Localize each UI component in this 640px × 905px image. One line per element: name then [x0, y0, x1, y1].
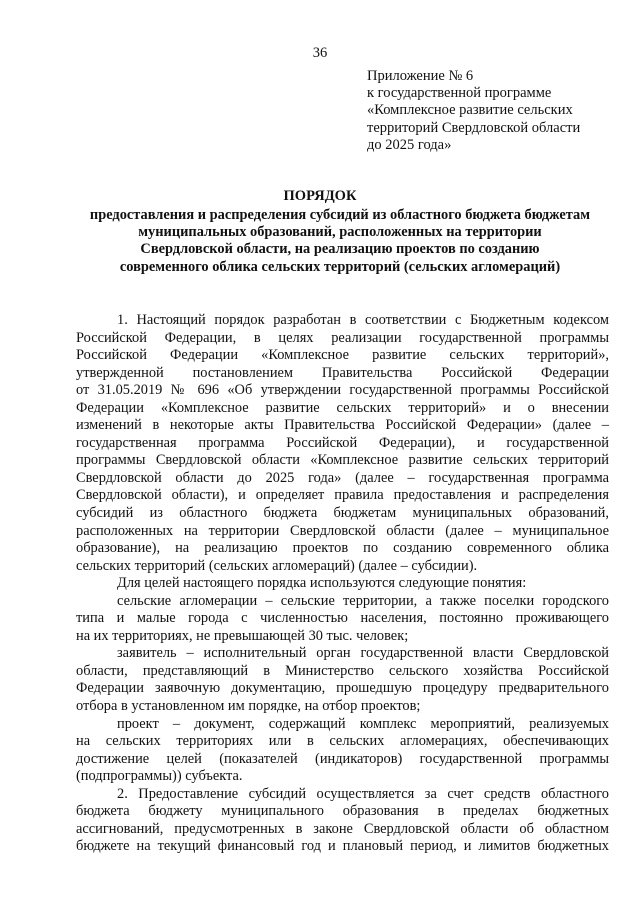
text-line: программы Свердловской области «Комплексное развитие сельских территорий [76, 452, 609, 469]
paragraph-5 [76, 716, 609, 786]
text-line: утвержденной постановлением Правительства Российской Федерации [76, 364, 609, 381]
text-line: государственная программа Российской Федерации), и государственной [76, 434, 609, 451]
text-line: сельских территорий (сельских агломераций) (далее – субсидии). [76, 557, 478, 574]
text-line: на их территориях, не превышающей 30 тыс. человек; [76, 627, 409, 644]
text-line: Российской Федерации, в целях реализации государственной программы [76, 329, 609, 346]
document-subtitle [60, 207, 620, 276]
paragraph-6 [76, 786, 609, 856]
text-line: проект – документ, содержащий комплекс мероприятий, реализуемых [117, 715, 609, 732]
subtitle-line: Свердловской области, на реализацию проектов по созданию [140, 241, 540, 258]
text-line: заявитель – исполнительный орган государственной власти Свердловской [117, 645, 609, 662]
text-line: 1. Настоящий порядок разработан в соответствии с Бюджетным кодексом [117, 312, 609, 328]
text-line: образование), на реализацию проектов по созданию современного облика [76, 540, 609, 557]
appendix-line: до 2025 года» [367, 136, 452, 153]
document-title: ПОРЯДОК [283, 188, 357, 204]
subtitle-line: муниципальных образований, расположенных на территории [138, 224, 542, 241]
text-line: Для целей настоящего порядка используются следующие понятия: [117, 575, 527, 592]
text-line: Федерации заявочную документацию, прошедшую процедуру предварительного [76, 680, 609, 697]
subtitle-line: предоставления и распределения субсидий из областного бюджета бюджетам [89, 207, 591, 223]
subtitle-line: современного облика сельских территорий (сельских агломераций) [119, 258, 561, 275]
text-line: достижение целей (показателей (индикаторов) государственной программы [76, 750, 609, 767]
text-line: расположенных на территории Свердловской области (далее – муниципальное [76, 522, 609, 539]
text-line: субсидий из областного бюджета бюджетам муниципальных образований, [76, 505, 609, 522]
paragraph-4 [76, 645, 609, 715]
text-line: Свердловской области), и определяет правила предоставления и распределения [76, 487, 609, 504]
appendix-line: к государственной программе [367, 85, 552, 102]
text-line: бюджете на текущий финансовый год и плановый период, и лимитов бюджетных [76, 838, 609, 855]
appendix-line: территорий Свердловской области [367, 119, 581, 136]
text-line: типа и малые города с численностью населения, постоянно проживающего [76, 610, 609, 627]
text-line: ассигнований, предусмотренных в законе Свердловской области об областном [76, 820, 609, 837]
paragraph-1 [76, 312, 609, 575]
appendix-reference [367, 68, 617, 154]
text-line: Федерации «Комплексное развитие сельских территорий» и о внесении [76, 399, 609, 416]
paragraph-3 [76, 593, 609, 646]
text-line: от 31.05.2019 № 696 «Об утверждении государственной программы Российской [76, 382, 609, 399]
text-line: Российской Федерации «Комплексное развитие сельских территорий», [76, 347, 609, 364]
appendix-line: Приложение № 6 [367, 68, 474, 84]
text-line: (подпрограммы)) субъекта. [76, 768, 243, 785]
text-line: сельские агломерации – сельские территории, а также поселки городского [117, 592, 609, 609]
page-number: 36 [312, 45, 328, 61]
text-line: области, представляющий в Министерство сельского хозяйства Российской [76, 662, 609, 679]
text-line: отбора в установленном им порядке, на отбор проектов; [76, 698, 421, 715]
text-line: бюджета бюджету муниципального образования в пределах бюджетных [76, 803, 609, 820]
paragraph-2 [76, 575, 609, 593]
text-line: 2. Предоставление субсидий осуществляется за счет средств областного [117, 785, 609, 802]
document-body [76, 312, 609, 856]
text-line: Свердловской области до 2025 года» (далее – государственная программа [76, 469, 609, 486]
text-line: на сельских территориях или в сельских агломерациях, обеспечивающих [76, 733, 609, 750]
text-line: изменений в некоторые акты Правительства Российской Федерации» (далее – [76, 417, 609, 434]
appendix-line: «Комплексное развитие сельских [367, 102, 573, 119]
